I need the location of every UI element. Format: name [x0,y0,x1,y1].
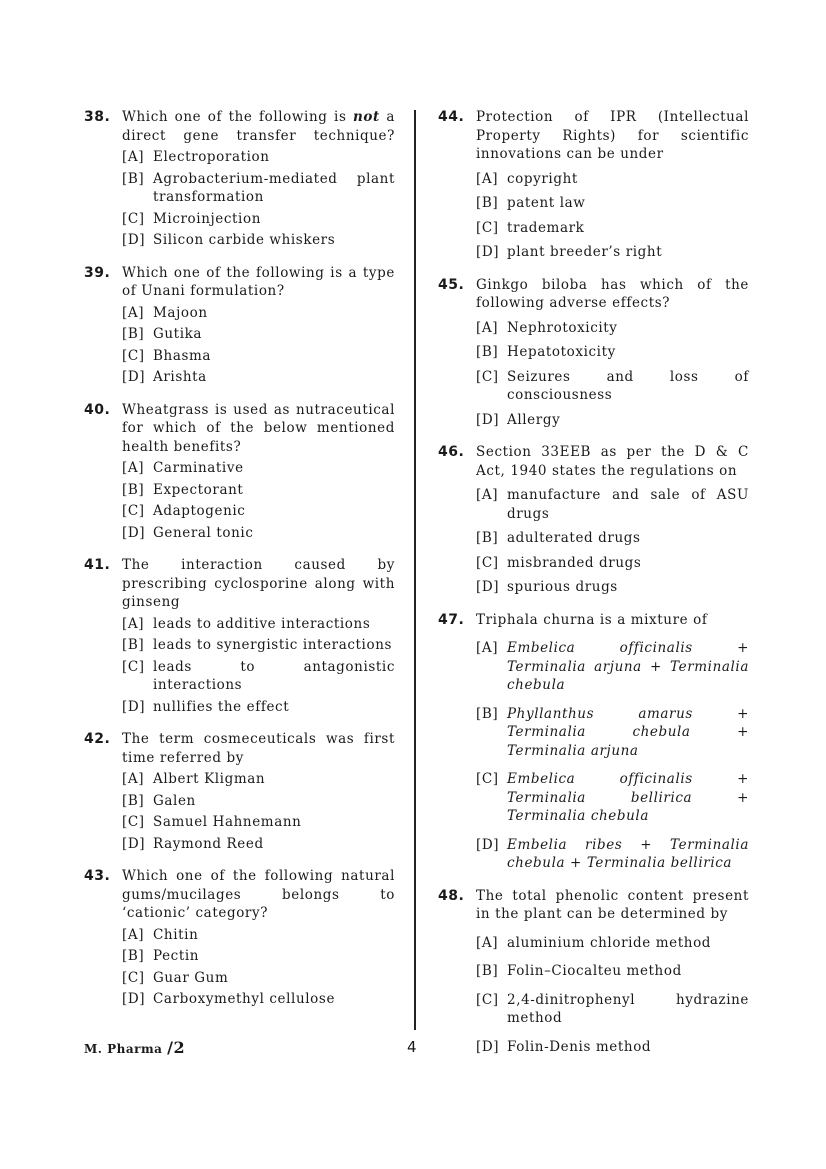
question-number: 39. [84,264,111,281]
question-38 [84,108,395,250]
question-43 [84,867,395,1009]
option-d[interactable]: [D] Folin-Denis method [476,1038,652,1055]
question-46 [438,443,749,597]
question-number: 47. [438,611,465,628]
option-c[interactable]: [C] leads to antagonistic interactions [122,658,395,693]
option-b[interactable]: [B] patent law [476,195,586,211]
option-b[interactable]: [B] Gutika [122,326,203,342]
question-text: Which one of the following is a type of Unani formulation? [122,264,395,299]
question-number: 41. [84,557,111,573]
option-c[interactable]: [C] Adaptogenic [122,503,246,519]
option-d[interactable]: [D] Raymond Reed [122,835,264,852]
question-number: 48. [438,887,465,904]
right-column [438,108,749,1070]
option-a[interactable]: [A] Nephrotoxicity [476,319,618,336]
option-a[interactable]: [A] manufacture and sale of ASU drugs [476,487,749,522]
option-d[interactable]: [D] plant breeder’s right [476,244,663,260]
question-40 [84,401,395,543]
question-47 [438,611,749,873]
option-d[interactable]: [D] Allergy [476,411,561,428]
question-text: Ginkgo biloba has which of the following adverse effects? [476,276,749,311]
option-c[interactable]: [C] misbranded drugs [476,554,642,571]
option-c[interactable]: [C] Samuel Hahnemann [122,814,302,830]
column-divider [414,110,416,1030]
option-a[interactable]: [A] copyright [476,170,578,187]
option-a[interactable]: [A] Carminative [122,460,244,476]
option-b[interactable]: [B] leads to synergistic interactions [122,637,393,653]
option-b[interactable]: [B] Expectorant [122,481,244,498]
question-number: 44. [438,109,465,125]
emphasis-not: not [352,109,380,125]
option-c[interactable]: [C] Guar Gum [122,969,229,986]
option-d[interactable]: [D] Carboxymethyl cellulose [122,991,336,1007]
question-number: 38. [84,109,111,125]
question-number: 40. [84,401,111,418]
question-text: The term cosmeceuticals was first time referred by [122,731,395,766]
option-c[interactable]: [C] Seizures and loss of consciousness [476,368,749,403]
question-text: Which one of the following is not a direct gene transfer technique? [122,109,395,144]
question-45 [438,276,749,430]
option-b[interactable]: [B] Galen [122,792,196,809]
option-c[interactable]: [C] Microinjection [122,210,261,227]
question-text: Protection of IPR (Intellectual Property Rights) for scientific innovations can be under [476,109,749,162]
option-c[interactable]: [C] trademark [476,219,585,236]
option-a[interactable]: [A] Embelica officinalis + Terminalia arjuna + Terminalia chebula [476,640,749,693]
question-41 [84,556,395,716]
question-text: The total phenolic content present in the plant can be determined by [476,887,749,922]
option-a[interactable]: [A] leads to additive interactions [122,615,371,632]
option-a[interactable]: [A] Majoon [122,304,208,321]
option-b[interactable]: [B] Hepatotoxicity [476,344,616,360]
question-number: 43. [84,868,111,884]
question-text: Triphala churna is a mixture of [476,611,708,628]
option-c[interactable]: [C] Embelica officinalis + Terminalia bellirica + Terminalia chebula [476,771,749,824]
left-column [84,108,395,1023]
option-c[interactable]: [C] 2,4-dinitrophenyl hydrazine method [476,991,749,1026]
option-b[interactable]: [B] Agrobacterium-mediated plant transformation [122,170,395,205]
option-d[interactable]: [D] spurious drugs [476,579,618,595]
option-d[interactable]: [D] Silicon carbide whiskers [122,232,336,248]
exam-code: M. Pharma /2 [84,1038,186,1057]
option-b[interactable]: [B] Folin–Ciocalteu method [476,963,682,979]
option-d[interactable]: [D] nullifies the effect [122,698,290,715]
option-b[interactable]: [B] adulterated drugs [476,530,641,546]
question-39 [84,264,395,387]
option-a[interactable]: [A] Chitin [122,926,199,943]
question-text: Wheatgrass is used as nutraceutical for which of the below mentioned health benefits? [122,401,395,455]
option-b[interactable]: [B] Pectin [122,948,200,964]
option-a[interactable]: [A] Albert Kligman [122,771,266,787]
option-d[interactable]: [D] Arishta [122,369,207,385]
question-44 [438,108,749,262]
question-number: 42. [84,731,111,747]
question-number: 45. [438,276,465,293]
option-c[interactable]: [C] Bhasma [122,347,212,364]
option-d[interactable]: [D] Embelia ribes + Terminalia chebula + Terminalia bellirica [476,836,749,871]
question-text: Which one of the following natural gums/mucilages belongs to ‘cationic’ category? [122,868,395,921]
option-a[interactable]: [A] Electroporation [122,149,270,165]
option-a[interactable]: [A] aluminium chloride method [476,934,712,951]
question-text: Section 33EEB as per the D & C Act, 1940 states the regulations on [476,444,749,479]
option-b[interactable]: [B] Phyllanthus amarus + Terminalia chebula + Terminalia arjuna [476,705,749,759]
option-d[interactable]: [D] General tonic [122,524,254,541]
question-48 [438,887,749,1057]
question-42 [84,730,395,853]
question-number: 46. [438,444,465,460]
question-text: The interaction caused by prescribing cyclosporine along with ginseng [122,557,395,610]
page-number: 4 [407,1038,417,1056]
